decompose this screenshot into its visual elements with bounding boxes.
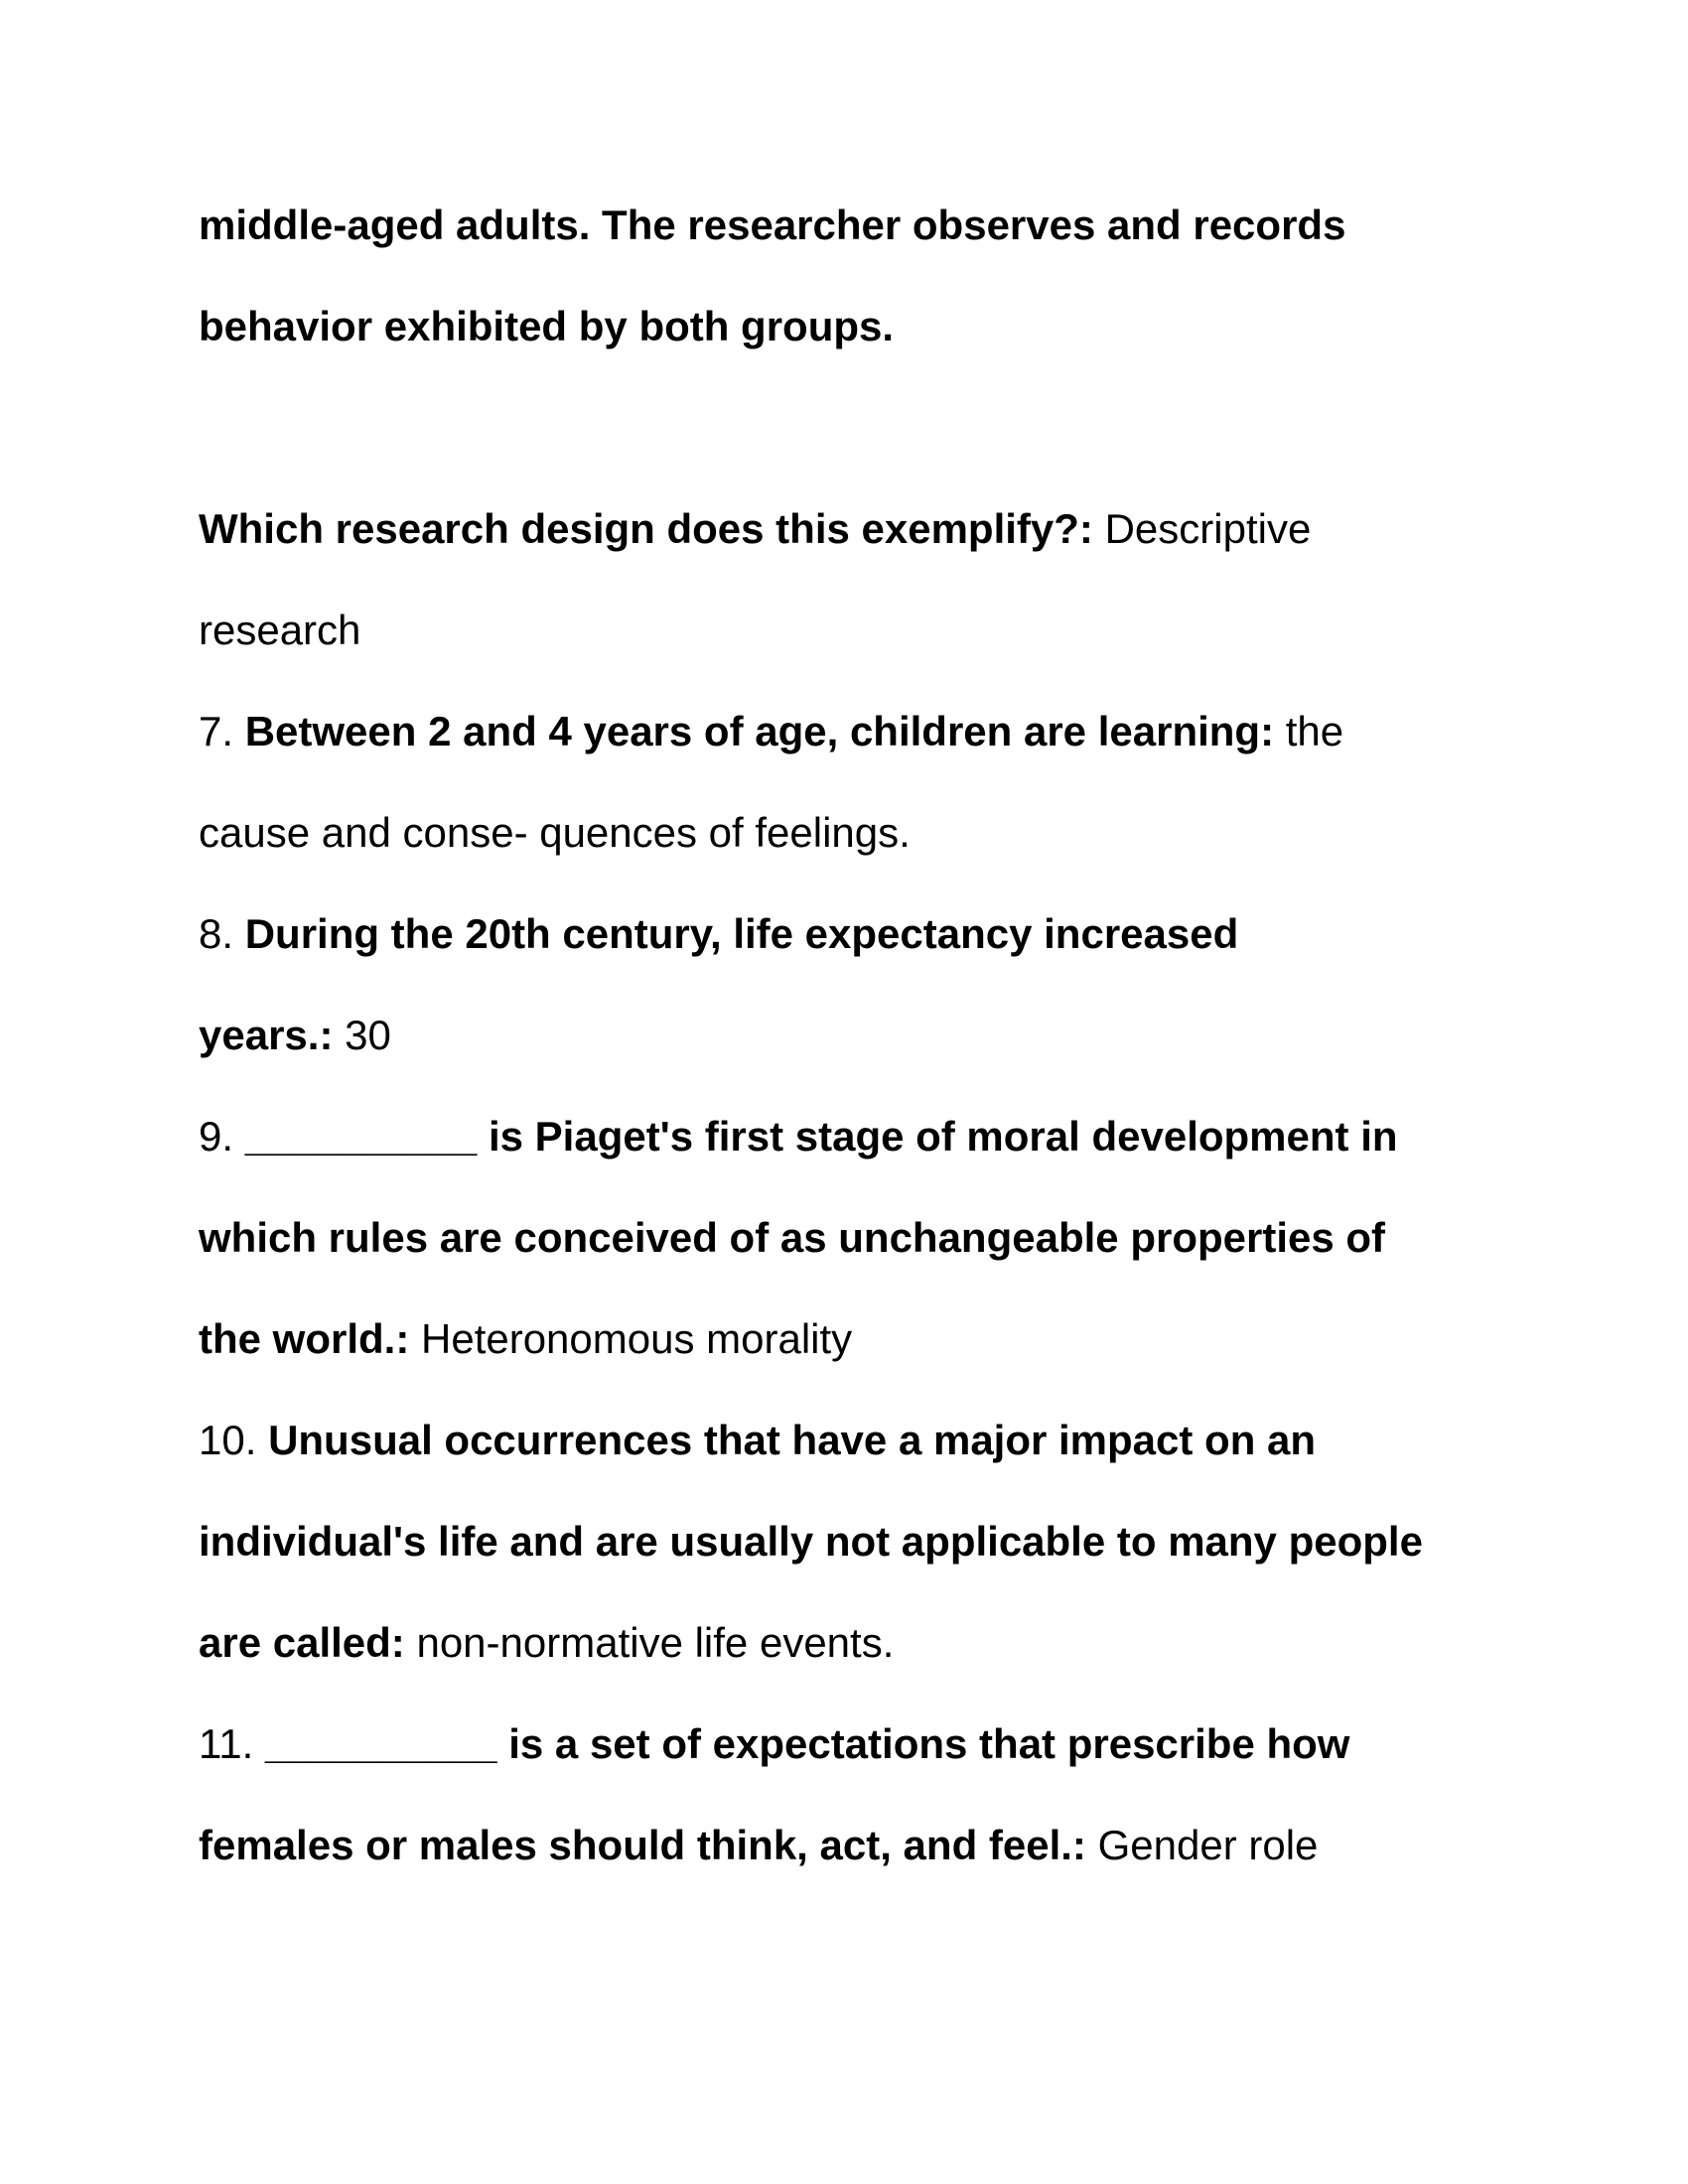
intro-line-2: behavior exhibited by both groups. [199, 303, 895, 349]
q11-number: 11. [199, 1720, 254, 1767]
q7-answer-part2: cause and conse- quences of feelings. [199, 809, 911, 856]
paragraph-gap [199, 377, 1529, 478]
intro-line-1: middle-aged adults. The researcher observes and records [199, 202, 1346, 248]
q8-number: 8. [199, 910, 234, 957]
q11-question-part1: is a set of expectations that prescribe how [508, 1720, 1350, 1767]
q9-question-part3: the world.: [199, 1315, 410, 1362]
q7-number: 7. [199, 708, 234, 754]
q6-answer-part1: Descriptive [1104, 505, 1312, 552]
q10-line-1 [199, 1390, 1529, 1491]
q11-line-2 [199, 1795, 1529, 1896]
q9-line-2 [199, 1187, 1529, 1289]
document-page [199, 175, 1529, 1896]
q8-question-part2: years.: [199, 1012, 334, 1058]
q9-line-1 [199, 1086, 1529, 1187]
q9-question-part2: which rules are conceived of as unchangeable properties of [199, 1214, 1386, 1261]
q9-blank: __________ [244, 1113, 478, 1160]
q6-question: Which research design does this exemplify?: [199, 505, 1093, 552]
q8-line-2 [199, 985, 1529, 1086]
q10-number: 10. [199, 1417, 257, 1463]
q10-line-2 [199, 1491, 1529, 1592]
q9-answer: Heteronomous morality [421, 1315, 853, 1362]
q7-answer-part1: the [1285, 708, 1344, 754]
q7-question: Between 2 and 4 years of age, children are learning: [244, 708, 1275, 754]
q9-number: 9. [199, 1113, 234, 1160]
q10-answer: non-normative life events. [416, 1619, 895, 1666]
q7-line-2 [199, 782, 1529, 884]
q11-blank: __________ [264, 1720, 497, 1767]
q6-line-2 [199, 580, 1529, 681]
q10-question-part3: are called: [199, 1619, 405, 1666]
q11-line-1 [199, 1694, 1529, 1795]
q10-line-3 [199, 1592, 1529, 1694]
q11-question-part2: females or males should think, act, and feel.: [199, 1822, 1086, 1868]
q6-line-1 [199, 478, 1529, 580]
q11-answer: Gender role [1097, 1822, 1319, 1868]
q6-answer-part2: research [199, 607, 361, 653]
q7-line-1 [199, 681, 1529, 782]
q9-line-3 [199, 1289, 1529, 1390]
q9-question-part1: is Piaget's first stage of moral development in [488, 1113, 1398, 1160]
q10-question-part1: Unusual occurrences that have a major impact on an [268, 1417, 1317, 1463]
q8-line-1 [199, 884, 1529, 985]
q10-question-part2: individual's life and are usually not applicable to many people [199, 1518, 1423, 1565]
q8-question-part1: During the 20th century, life expectancy increased [244, 910, 1239, 957]
q8-answer: 30 [345, 1012, 391, 1058]
